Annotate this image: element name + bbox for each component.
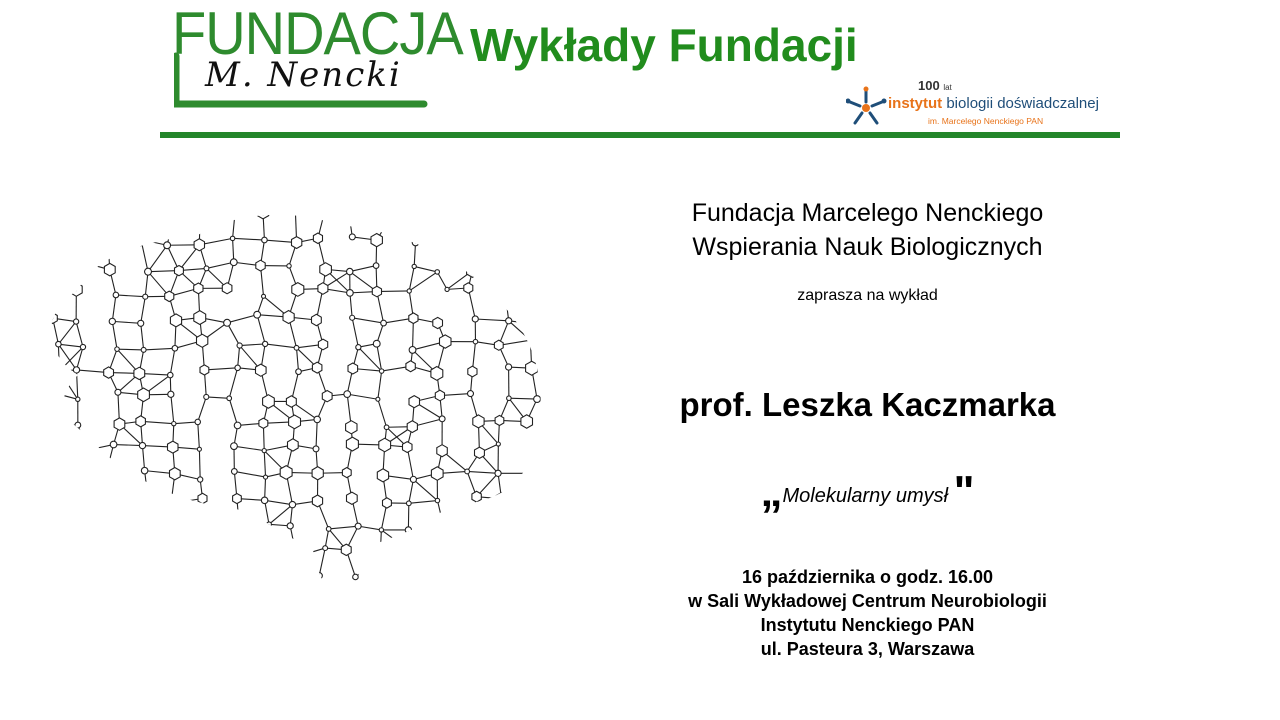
fundacja-logo-signature: M. Nencki bbox=[205, 55, 402, 95]
page-title: Wykłady Fundacji bbox=[470, 19, 858, 71]
organizer bbox=[620, 196, 1115, 264]
lecture-topic-text: Molekularny umysł bbox=[782, 485, 949, 507]
speaker-name: prof. Leszka Kaczmarka bbox=[679, 386, 1056, 423]
lecture-topic bbox=[620, 467, 1115, 516]
event-date-time: 16 października o godz. 16.00 bbox=[741, 567, 994, 587]
organizer-line-1: Fundacja Marcelego Nenckiego bbox=[691, 199, 1044, 227]
institute-years bbox=[918, 78, 952, 93]
institute-name-part1: instytut bbox=[888, 95, 943, 112]
quote-close: " bbox=[953, 467, 975, 516]
fundacja-logo-word: FUNDACJA bbox=[172, 0, 463, 67]
institute-name bbox=[888, 96, 1099, 111]
institute-years-number: 100 bbox=[918, 78, 940, 93]
event-address: ul. Pasteura 3, Warszawa bbox=[760, 639, 975, 659]
event-details bbox=[620, 565, 1115, 661]
institute-name-part2: biologii doświadczalnej bbox=[946, 95, 1099, 112]
institute-subtitle: im. Marcelego Nenckiego PAN bbox=[928, 116, 1044, 126]
institute-years-unit: lat bbox=[943, 83, 952, 92]
invitation-text: zaprasza na wykład bbox=[797, 287, 938, 304]
quote-open: „ bbox=[760, 467, 783, 516]
event-venue: w Sali Wykładowej Centrum Neurobiologii bbox=[688, 591, 1047, 611]
brain-molecular-network-icon bbox=[38, 205, 548, 605]
event-institute: Instytutu Nenckiego PAN bbox=[760, 615, 975, 635]
header-divider bbox=[160, 132, 1120, 138]
organizer-line-2: Wspierania Nauk Biologicznych bbox=[692, 233, 1043, 261]
